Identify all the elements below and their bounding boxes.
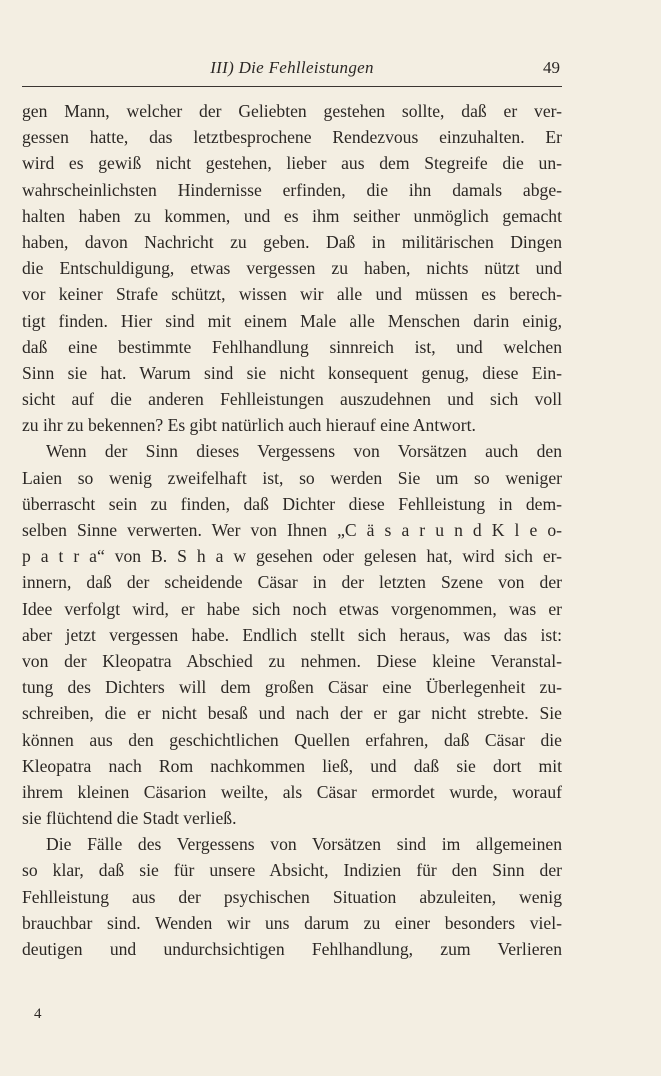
text-line: innern, daß der scheidende Cäsar in der letzten Szene von der (22, 572, 562, 593)
text-line: selben Sinne verwerten. Wer von Ihnen „C ä s a r u n d K l e o- (22, 520, 562, 540)
text-line: haben, davon Nachricht zu geben. Daß in militärischen Dingen (22, 231, 562, 252)
text-line: tung des Dichters will dem großen Cäsar eine Überlegenheit zu- (22, 677, 562, 698)
text-line: Idee verfolgt wird, er habe sich noch etwas vorgenommen, was er (22, 598, 562, 619)
body-text (22, 98, 562, 962)
text-line: vor keiner Strafe schützt, wissen wir alle und müssen es berech- (22, 284, 562, 305)
text-line: die Entschuldigung, etwas vergessen zu haben, nichts nützt und (22, 258, 562, 279)
page-number: 49 (543, 58, 560, 77)
text-line: brauchbar sind. Wenden wir uns darum zu einer besonders viel- (22, 912, 562, 933)
text-line: p a t r a“ von B. S h a w gesehen oder gelesen hat, wird sich er- (22, 546, 562, 567)
text-line: von der Kleopatra Abschied zu nehmen. Diese kleine Veranstal- (22, 650, 562, 671)
text-line: Laien so wenig zweifelhaft ist, so werden Sie um so weniger (22, 467, 562, 488)
text-line: Sinn sie hat. Warum sind sie nicht konsequent genug, diese Ein- (22, 362, 562, 383)
text-line: deutigen und undurchsichtigen Fehlhandlung, zum Verlieren (22, 939, 562, 959)
text-line: können aus den geschichtlichen Quellen erfahren, daß Cäsar die (22, 729, 562, 750)
text-line: gessen hatte, das letztbesprochene Rendezvous einzuhalten. Er (22, 127, 562, 148)
text-line: daß eine bestimmte Fehlhandlung sinnreich ist, und welchen (22, 336, 562, 357)
text-line: zu ihr zu bekennen? Es gibt natürlich auch hierauf eine Antwort. (22, 415, 476, 436)
text-line: aber jetzt vergessen habe. Endlich stellt sich heraus, was das ist: (22, 624, 562, 645)
text-line: gen Mann, welcher der Geliebten gestehen sollte, daß er ver- (22, 101, 562, 121)
signature-mark: 4 (34, 1006, 42, 1022)
text-line: Kleopatra nach Rom nachkommen ließ, und daß sie dort mit (22, 755, 562, 776)
text-line: wahrscheinlichsten Hindernisse erfinden, die ihn damals abge- (22, 179, 562, 200)
text-line: halten haben zu kommen, und es ihm seither unmöglich gemacht (22, 205, 562, 226)
text-line: Wenn der Sinn dieses Vergessens von Vorsätzen auch den (46, 441, 562, 462)
text-line: sicht auf die anderen Fehlleistungen auszudehnen und sich voll (22, 389, 562, 410)
text-line: tigt finden. Hier sind mit einem Male alle Menschen darin einig, (22, 310, 562, 331)
text-line: Die Fälle des Vergessens von Vorsätzen sind im allgemeinen (46, 834, 562, 855)
text-line: ihrem kleinen Cäsarion weilte, als Cäsar ermordet wurde, worauf (22, 781, 562, 802)
text-line: Fehlleistung aus der psychischen Situation abzuleiten, wenig (22, 886, 562, 907)
chapter-title: III) Die Fehlleistungen (210, 58, 374, 77)
running-header (22, 58, 562, 86)
text-line: sie flüchtend die Stadt verließ. (22, 808, 237, 829)
header-rule (22, 86, 562, 87)
text-line: wird es gewiß nicht gestehen, lieber aus dem Stegreife die un- (22, 153, 562, 174)
text-line: schreiben, die er nicht besaß und nach der er gar nicht strebte. Sie (22, 703, 562, 724)
text-line: so klar, daß sie für unsere Absicht, Indizien für den Sinn der (22, 860, 562, 881)
text-line: überrascht sein zu finden, daß Dichter diese Fehlleistung in dem- (22, 493, 562, 514)
